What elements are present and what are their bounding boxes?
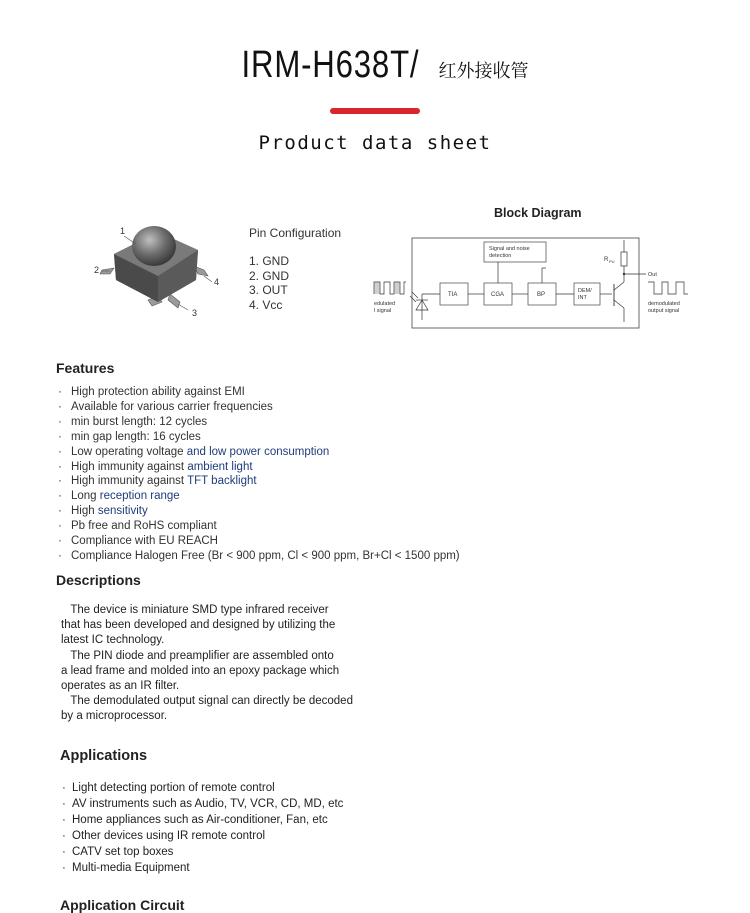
- pin-label-1: 1: [120, 226, 126, 236]
- application-item: · Other devices using IR remote control: [62, 828, 343, 844]
- application-item: · Light detecting portion of remote control: [62, 780, 343, 796]
- feature-item: · Compliance with EU REACH: [58, 534, 460, 549]
- application-item: · CATV set top boxes: [62, 844, 343, 860]
- application-item: · AV instruments such as Audio, TV, VCR, CD, MD, etc: [62, 796, 343, 812]
- pin-label-3: 3: [192, 308, 198, 318]
- pin-label-2: 2: [94, 265, 100, 275]
- svg-text:INT: INT: [578, 295, 587, 301]
- feature-highlight: TFT backlight: [187, 475, 257, 488]
- descriptions-heading: Descriptions: [56, 572, 141, 588]
- feature-item: · Low operating voltage and low power consumption: [58, 445, 460, 460]
- pin-list: [249, 254, 289, 312]
- feature-item: · Available for various carrier frequencies: [58, 400, 460, 415]
- feature-item: · min gap length: 16 cycles: [58, 430, 460, 445]
- feature-highlight: ambient light: [187, 460, 253, 473]
- pin-item: 3. OUT: [249, 283, 288, 297]
- output-signal-label: output signal: [648, 308, 680, 314]
- pin-configuration-title: Pin Configuration: [249, 226, 342, 240]
- description-line: The PIN diode and preamplifier are assembled onto: [61, 649, 334, 662]
- application-item: · Home appliances such as Air-conditioner, Fan, etc: [62, 812, 343, 828]
- application-circuit-heading: Application Circuit: [60, 897, 185, 913]
- pin-item: 4. Vcc: [249, 297, 283, 312]
- description-line: operates as an IR filter.: [61, 680, 180, 693]
- description-line: The device is miniature SMD type infrared receiver: [61, 604, 329, 616]
- description-line: by a microprocessor.: [61, 710, 168, 723]
- model-number: IRM-H638T/: [241, 44, 419, 86]
- block-diagram-title: Block Diagram: [494, 206, 582, 220]
- block-cga: CGA: [491, 292, 505, 298]
- page-title: [0, 44, 750, 87]
- descriptions-body: [61, 603, 353, 725]
- input-signal-label: edulated: [374, 301, 396, 307]
- block-bp: BP: [537, 292, 546, 298]
- pullup-resistor-subscript: PU: [609, 259, 615, 264]
- pin-item: 2. GND: [249, 268, 290, 283]
- pin-label-4: 4: [214, 277, 220, 287]
- pin-item: 1. GND: [249, 254, 290, 268]
- features-list: [58, 385, 460, 564]
- description-line: latest IC technology.: [61, 634, 165, 647]
- block-diagram: [372, 232, 694, 332]
- svg-text:DEM/: DEM/: [578, 288, 592, 294]
- svg-text:Signal and noise: Signal and noise: [489, 246, 530, 252]
- feature-item: · Long reception range: [58, 489, 460, 504]
- title-accent-bar: [330, 108, 420, 114]
- out-label: Out: [648, 272, 657, 278]
- application-item: · Multi-media Equipment: [62, 860, 343, 876]
- input-signal-label: l signal: [374, 308, 392, 314]
- feature-item: · High immunity against ambient light: [58, 460, 460, 475]
- features-heading: Features: [56, 360, 115, 376]
- feature-item: · Pb free and RoHS compliant: [58, 519, 460, 534]
- applications-heading: Applications: [60, 748, 148, 764]
- feature-item: · High sensitivity: [58, 504, 460, 519]
- feature-item: · High immunity against TFT backlight: [58, 474, 460, 489]
- block-tia: TIA: [448, 292, 458, 298]
- description-line: The demodulated output signal can directly be decoded: [61, 695, 353, 708]
- feature-item: · Compliance Halogen Free (Br < 900 ppm, Cl < 900 ppm, Br+Cl < 1500 ppm): [58, 549, 460, 564]
- feature-item: · High protection ability against EMI: [58, 385, 460, 400]
- applications-list: [62, 780, 343, 876]
- description-line: a lead frame and molded into an epoxy package which: [61, 664, 340, 677]
- feature-highlight: sensitivity: [97, 505, 148, 518]
- subtitle: Product data sheet: [258, 132, 492, 154]
- package-illustration: [92, 218, 232, 323]
- pullup-resistor-label: R: [604, 257, 609, 263]
- description-line: that has been developed and designed by utilizing the: [61, 619, 336, 632]
- feature-item: · min burst length: 12 cycles: [58, 415, 460, 430]
- feature-highlight: reception range: [99, 490, 180, 503]
- feature-highlight: and low power consumption: [186, 445, 330, 458]
- output-signal-label: demodulated: [648, 301, 680, 307]
- svg-text:detection: detection: [489, 253, 512, 259]
- model-chinese-name: 红外接收管: [438, 61, 529, 81]
